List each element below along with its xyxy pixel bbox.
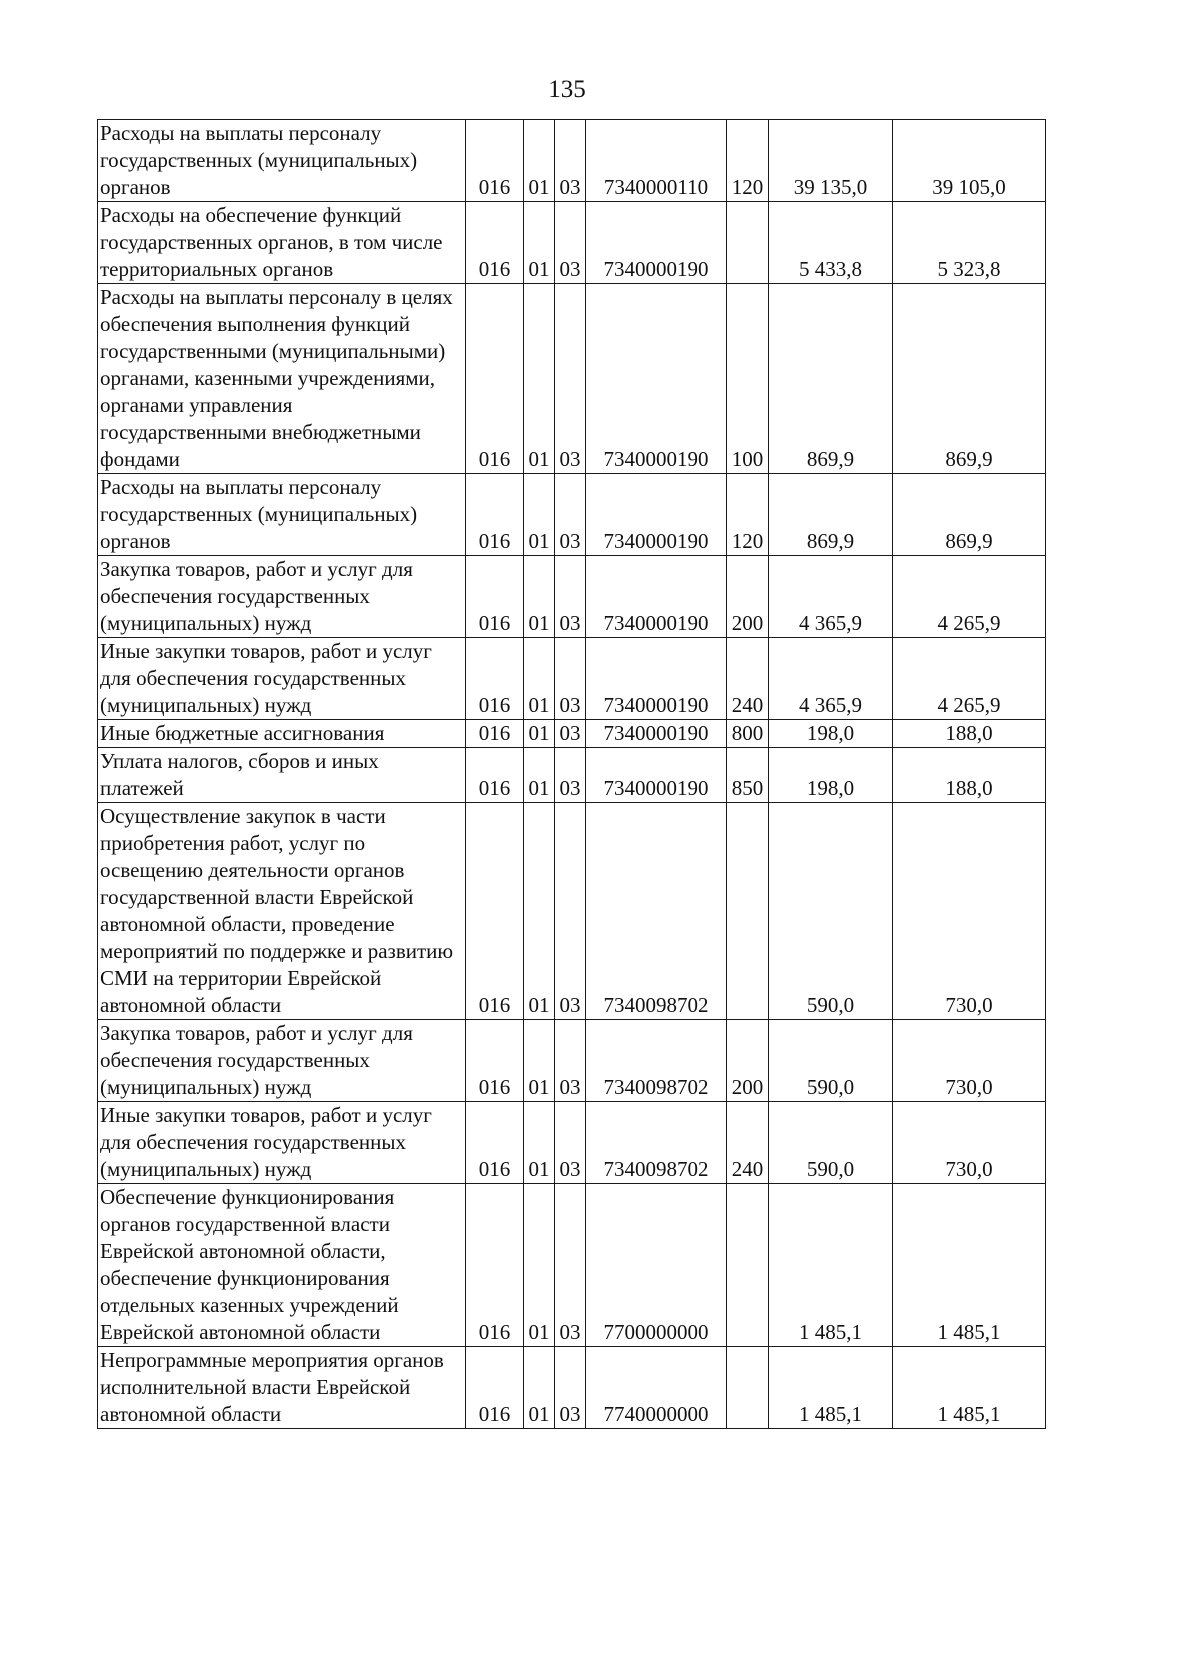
row-name-cell: Иные закупки товаров, работ и услуг для обеспечения государственных (муниципальных) нужд (98, 1102, 466, 1184)
target-article-cell: 7340000190 (586, 638, 727, 720)
row-name-cell: Обеспечение функционирования органов государственной власти Еврейской автономной области, обеспечение функционирования отдельных казенных учреждений Еврейской автономной области (98, 1184, 466, 1347)
ministry-code-cell: 016 (466, 803, 524, 1020)
amount-first-cell: 5 433,8 (769, 202, 893, 284)
table-row (98, 120, 1046, 202)
row-name-cell: Уплата налогов, сборов и иных платежей (98, 748, 466, 803)
target-article-cell: 7340000110 (586, 120, 727, 202)
subsection-code-cell: 03 (555, 120, 586, 202)
row-name-cell: Иные закупки товаров, работ и услуг для обеспечения государственных (муниципальных) нужд (98, 638, 466, 720)
target-article-cell: 7340098702 (586, 1102, 727, 1184)
target-article-cell: 7340000190 (586, 720, 727, 748)
ministry-code-cell: 016 (466, 474, 524, 556)
amount-first-cell: 590,0 (769, 1020, 893, 1102)
amount-second-cell: 730,0 (893, 1102, 1046, 1184)
amount-first-cell: 869,9 (769, 474, 893, 556)
row-name-cell: Непрограммные мероприятия органов исполнительной власти Еврейской автономной области (98, 1347, 466, 1429)
amount-first-cell: 198,0 (769, 748, 893, 803)
expense-type-cell (727, 202, 769, 284)
section-code-cell: 01 (524, 284, 555, 474)
table-row (98, 1184, 1046, 1347)
amount-second-cell: 869,9 (893, 474, 1046, 556)
target-article-cell: 7340000190 (586, 748, 727, 803)
table-body (98, 120, 1046, 1429)
expense-type-cell: 120 (727, 474, 769, 556)
expense-type-cell: 240 (727, 638, 769, 720)
section-code-cell: 01 (524, 1184, 555, 1347)
target-article-cell: 7340000190 (586, 556, 727, 638)
section-code-cell: 01 (524, 1347, 555, 1429)
subsection-code-cell: 03 (555, 1020, 586, 1102)
target-article-cell: 7340098702 (586, 803, 727, 1020)
target-article-cell: 7340000190 (586, 284, 727, 474)
subsection-code-cell: 03 (555, 202, 586, 284)
amount-first-cell: 4 365,9 (769, 556, 893, 638)
amount-second-cell: 4 265,9 (893, 638, 1046, 720)
subsection-code-cell: 03 (555, 284, 586, 474)
expense-type-cell (727, 803, 769, 1020)
amount-first-cell: 1 485,1 (769, 1184, 893, 1347)
section-code-cell: 01 (524, 120, 555, 202)
table-row (98, 284, 1046, 474)
row-name-cell: Расходы на выплаты персоналу государственных (муниципальных) органов (98, 120, 466, 202)
row-name-cell: Расходы на обеспечение функций государственных органов, в том числе территориальных органов (98, 202, 466, 284)
ministry-code-cell: 016 (466, 720, 524, 748)
row-name-cell: Расходы на выплаты персоналу государственных (муниципальных) органов (98, 474, 466, 556)
target-article-cell: 7340000190 (586, 474, 727, 556)
subsection-code-cell: 03 (555, 803, 586, 1020)
amount-first-cell: 39 135,0 (769, 120, 893, 202)
row-name-cell: Закупка товаров, работ и услуг для обеспечения государственных (муниципальных) нужд (98, 556, 466, 638)
ministry-code-cell: 016 (466, 638, 524, 720)
subsection-code-cell: 03 (555, 748, 586, 803)
row-name-cell: Расходы на выплаты персоналу в целях обеспечения выполнения функций государственными (муниципальными) органами, казенными учреждениями, органами управления государственными внебюджетными фондами (98, 284, 466, 474)
expense-type-cell: 100 (727, 284, 769, 474)
table-row (98, 1020, 1046, 1102)
target-article-cell: 7340098702 (586, 1020, 727, 1102)
subsection-code-cell: 03 (555, 638, 586, 720)
table-row (98, 1347, 1046, 1429)
expense-type-cell: 200 (727, 556, 769, 638)
ministry-code-cell: 016 (466, 284, 524, 474)
amount-first-cell: 869,9 (769, 284, 893, 474)
expense-type-cell: 850 (727, 748, 769, 803)
subsection-code-cell: 03 (555, 474, 586, 556)
row-name-cell: Иные бюджетные ассигнования (98, 720, 466, 748)
table-row (98, 1102, 1046, 1184)
amount-first-cell: 590,0 (769, 803, 893, 1020)
amount-first-cell: 198,0 (769, 720, 893, 748)
amount-second-cell: 5 323,8 (893, 202, 1046, 284)
table-row (98, 556, 1046, 638)
expense-type-cell: 240 (727, 1102, 769, 1184)
subsection-code-cell: 03 (555, 1102, 586, 1184)
section-code-cell: 01 (524, 1102, 555, 1184)
section-code-cell: 01 (524, 638, 555, 720)
table-row (98, 202, 1046, 284)
expense-type-cell: 200 (727, 1020, 769, 1102)
ministry-code-cell: 016 (466, 748, 524, 803)
amount-second-cell: 1 485,1 (893, 1184, 1046, 1347)
expense-type-cell (727, 1347, 769, 1429)
target-article-cell: 7340000190 (586, 202, 727, 284)
target-article-cell: 7700000000 (586, 1184, 727, 1347)
subsection-code-cell: 03 (555, 1184, 586, 1347)
amount-second-cell: 39 105,0 (893, 120, 1046, 202)
table-row (98, 803, 1046, 1020)
subsection-code-cell: 03 (555, 1347, 586, 1429)
expense-type-cell (727, 1184, 769, 1347)
amount-first-cell: 590,0 (769, 1102, 893, 1184)
section-code-cell: 01 (524, 1020, 555, 1102)
section-code-cell: 01 (524, 720, 555, 748)
section-code-cell: 01 (524, 556, 555, 638)
amount-second-cell: 1 485,1 (893, 1347, 1046, 1429)
amount-second-cell: 730,0 (893, 1020, 1046, 1102)
ministry-code-cell: 016 (466, 556, 524, 638)
ministry-code-cell: 016 (466, 120, 524, 202)
ministry-code-cell: 016 (466, 1102, 524, 1184)
amount-second-cell: 188,0 (893, 720, 1046, 748)
expense-type-cell: 120 (727, 120, 769, 202)
amount-second-cell: 4 265,9 (893, 556, 1046, 638)
page-number: 135 (548, 76, 586, 103)
table-row (98, 638, 1046, 720)
amount-first-cell: 1 485,1 (769, 1347, 893, 1429)
target-article-cell: 7740000000 (586, 1347, 727, 1429)
row-name-cell: Закупка товаров, работ и услуг для обеспечения государственных (муниципальных) нужд (98, 1020, 466, 1102)
subsection-code-cell: 03 (555, 556, 586, 638)
row-name-cell: Осуществление закупок в части приобретения работ, услуг по освещению деятельности органов государственной власти Еврейской автономной области, проведение мероприятий по поддержке и развитию СМИ на территории Еврейской автономной области (98, 803, 466, 1020)
section-code-cell: 01 (524, 202, 555, 284)
section-code-cell: 01 (524, 803, 555, 1020)
section-code-cell: 01 (524, 748, 555, 803)
amount-second-cell: 730,0 (893, 803, 1046, 1020)
amount-second-cell: 869,9 (893, 284, 1046, 474)
ministry-code-cell: 016 (466, 202, 524, 284)
budget-table (97, 119, 1046, 1429)
ministry-code-cell: 016 (466, 1020, 524, 1102)
amount-second-cell: 188,0 (893, 748, 1046, 803)
table-row (98, 720, 1046, 748)
table-row (98, 474, 1046, 556)
ministry-code-cell: 016 (466, 1347, 524, 1429)
subsection-code-cell: 03 (555, 720, 586, 748)
expense-type-cell: 800 (727, 720, 769, 748)
ministry-code-cell: 016 (466, 1184, 524, 1347)
section-code-cell: 01 (524, 474, 555, 556)
amount-first-cell: 4 365,9 (769, 638, 893, 720)
table-row (98, 748, 1046, 803)
